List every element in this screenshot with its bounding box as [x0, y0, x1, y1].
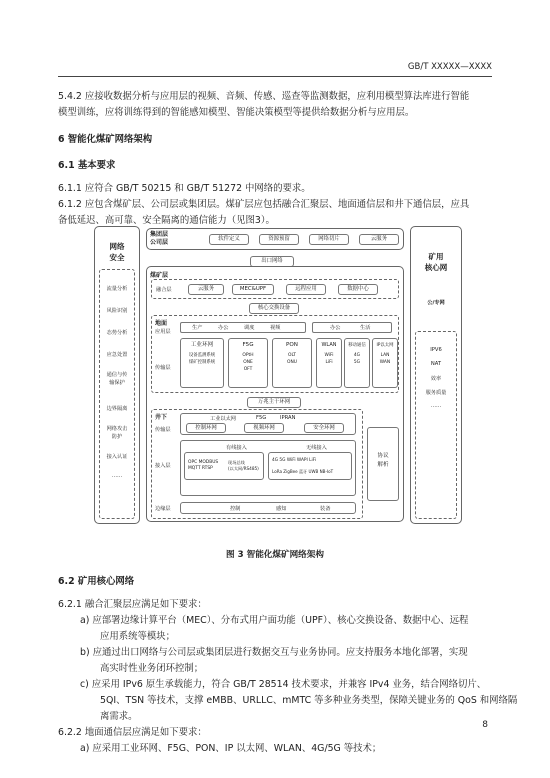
security-item: 通信与传 输保护 [106, 372, 128, 386]
wireless-access-box [268, 452, 352, 480]
mine-layer-label: 煤矿层 [150, 272, 169, 279]
fusion-item: 云服务 [188, 284, 224, 295]
surface-app-label: 应用层 [155, 329, 171, 335]
surface-app: 生产 [192, 325, 203, 331]
surface-net-title: PON [286, 342, 298, 348]
security-item: 网络攻击 防护 [106, 426, 128, 440]
fusion-layer-label: 融合层 [156, 287, 172, 293]
surface-trans-label: 传输层 [155, 365, 171, 371]
standard-number: GB/T XXXXX—XXXX [407, 62, 492, 72]
core-item: 服务质量 [425, 390, 447, 396]
mine-core-network-column [410, 226, 462, 524]
underground-layer-box [151, 409, 363, 519]
surface-net-sub: WiFi LiFi [324, 353, 334, 365]
security-item: …… [111, 473, 123, 479]
security-item: 接入认证 [106, 454, 128, 460]
underground-ring: 视频环网 [244, 423, 284, 433]
surface-net-title: IP以太网 [376, 343, 394, 348]
network-architecture-figure [94, 226, 462, 524]
item-c-line1: c) 应采用 IPv6 原生承载能力，符合 GB/T 28514 技术要求，并兼容 IPv4 业务，结合网络切片、 [80, 679, 487, 690]
para-6-1-1: 6.1.1 应符合 GB/T 50215 和 GB/T 51272 中网络的要求。 [58, 183, 311, 194]
core-item: 公/专网 [427, 300, 445, 306]
group-item: 资源预留 [259, 234, 299, 245]
surface-net-wlan [316, 338, 342, 388]
network-security-column [94, 226, 140, 524]
surface-net-sub: 4G 5G [353, 353, 361, 365]
header-rule [58, 76, 492, 77]
edge-item: 控制 [230, 506, 241, 512]
mine-core-network-title: 矿用 核心网 [424, 252, 448, 272]
group-item: 云服务 [359, 234, 399, 245]
surface-net-title: 移动通信 [348, 343, 366, 348]
fusion-item: 数据中心 [338, 284, 378, 295]
para-6-2-2: 6.2.2 地面通信层应满足如下要求： [58, 727, 207, 738]
security-item: 流量分析 [106, 286, 128, 292]
wired-item: OPC MODBUS MQTT RTSP [188, 460, 219, 471]
surface-net-sub: OPtH ONE OFT [242, 353, 254, 372]
edge-layer-label: 边缘层 [155, 506, 171, 512]
fusion-item: 远程应用 [286, 284, 326, 295]
wireless-access-label: 无线接入 [306, 445, 327, 451]
underground-trans-label: 传输层 [155, 427, 171, 433]
para-5-4-2-line1: 5.4.2 应接收数据分析与应用层的视频、音频、传感、巡查等监测数据，应利用模型算法库进行智能 [58, 91, 470, 102]
para-6-2-1: 6.2.1 融合汇聚层应满足如下要求： [58, 599, 207, 610]
surface-net-title: F5G [242, 342, 254, 348]
core-item: IPV6 [430, 347, 442, 353]
underground-net: 工业以太网 [210, 416, 236, 422]
wired-item: 现场总线 (以太网/RS485) [228, 460, 259, 471]
surface-net-sub: LAN WAN [379, 353, 391, 365]
surface-label: 地面 [155, 320, 168, 327]
group-layer-box [146, 228, 404, 250]
group-item: 网络切片 [309, 234, 349, 245]
surface-layer-box [151, 315, 399, 393]
access-layer-label: 接入层 [155, 463, 171, 469]
edge-item: 装备 [320, 506, 331, 512]
underground-net: F5G [256, 415, 267, 421]
underground-ring: 安全环网 [304, 423, 344, 433]
surface-app: 办公 [330, 325, 341, 331]
fusion-item: MEC&UPF [232, 284, 274, 295]
wired-access-label: 有线接入 [226, 445, 247, 451]
item-a-line2: 应用系统等模块； [100, 631, 176, 642]
item-c-line3: 离需求。 [100, 711, 138, 722]
para-5-4-2-line2: 模型训练，应将训练得到的智能感知模型、智能决策模型等提供给数据分析与应用层。 [58, 107, 415, 118]
core-items-box [415, 331, 457, 519]
core-switch-box: 核心交换设备 [249, 303, 299, 314]
section-6-heading: 6 智能化煤矿网络架构 [58, 134, 153, 145]
page-number: 8 [482, 720, 488, 730]
section-6-2-heading: 6.2 矿用核心网络 [58, 576, 135, 587]
core-item: NAT [430, 361, 442, 367]
security-item: 边界隔离 [106, 406, 128, 412]
exit-network-box: 出口网络 [250, 256, 294, 267]
edge-item: 感知 [276, 506, 287, 512]
backbone-ring-box: 万兆主干环网 [247, 397, 301, 408]
security-item: 应急处置 [106, 352, 128, 358]
para-6-1-2-line1: 6.1.2 应包含煤矿层、公司层或集团层。煤矿层应包括融合汇聚层、地面通信层和井下通信层，应具 [58, 199, 470, 210]
surface-net-title: WLAN [321, 342, 337, 348]
section-6-1-heading: 6.1 基本要求 [58, 160, 116, 171]
group-item: 软件定义 [209, 234, 249, 245]
figure-caption: 图 3 智能化煤矿网络架构 [226, 550, 324, 560]
surface-app: 调度 [244, 325, 255, 331]
underground-net: IPRAN [280, 415, 296, 421]
security-item: 风险识别 [106, 308, 128, 314]
surface-net-title: 工业环网 [190, 342, 214, 348]
network-security-title: 网络 安全 [109, 242, 125, 262]
core-item: 效率 [430, 376, 442, 382]
surface-net-sub: 设备监测系统 煤矿控制系统 [188, 353, 216, 365]
underground-ring: 控制环网 [186, 423, 226, 433]
surface-net-mobile [344, 338, 370, 388]
underground-label: 井下 [155, 414, 168, 421]
surface-app-box-2 [312, 322, 392, 333]
group-layer-label: 集团层 公司层 [150, 231, 169, 246]
item-b-line1: b) 应通过出口网络与公司层或集团层进行数据交互与业务协同。应支持服务本地化部署，实现 [80, 647, 468, 658]
mine-layer-box [146, 266, 404, 522]
security-item: 态势分析 [106, 330, 128, 336]
surface-app: 生活 [360, 325, 371, 331]
surface-net-sub: OLT ONU [287, 353, 297, 365]
surface-app: 视频 [270, 325, 281, 331]
surface-net-industrial [180, 338, 224, 388]
wireless-item: LoRa ZigBee 蓝牙 UWB NB-IoT [272, 469, 334, 474]
core-item: …… [430, 403, 442, 409]
item-c-line2: 5QI、TSN 等技术，支撑 eMBB、URLLC、mMTC 等多种业务类型，保障关键业务的 QoS 和网络隔 [100, 695, 518, 706]
surface-app: 办公 [218, 325, 229, 331]
surface-net-f5g [228, 338, 268, 388]
surface-net-ip [372, 338, 398, 388]
item-b-line2: 高实时性业务闭环控制； [100, 663, 204, 674]
protocol-parsing-box: 协议 解析 [367, 427, 399, 501]
wireless-item: 4G 5G WiFi WAPI LiFi [272, 458, 317, 463]
surface-net-pon [272, 338, 312, 388]
para-6-1-2-line2: 备低延迟、高可靠、安全隔离的通信能力（见图3）。 [58, 215, 275, 226]
fusion-layer-box [151, 279, 399, 299]
para-6-2-2-item-a: a) 应采用工业环网、F5G、PON、IP 以太网、WLAN、4G/5G 等技术； [80, 743, 382, 754]
item-a-line1: a) 应部署边缘计算平台（MEC）、分布式用户面功能（UPF）、核心交换设备、数据中心、远程 [80, 615, 469, 626]
